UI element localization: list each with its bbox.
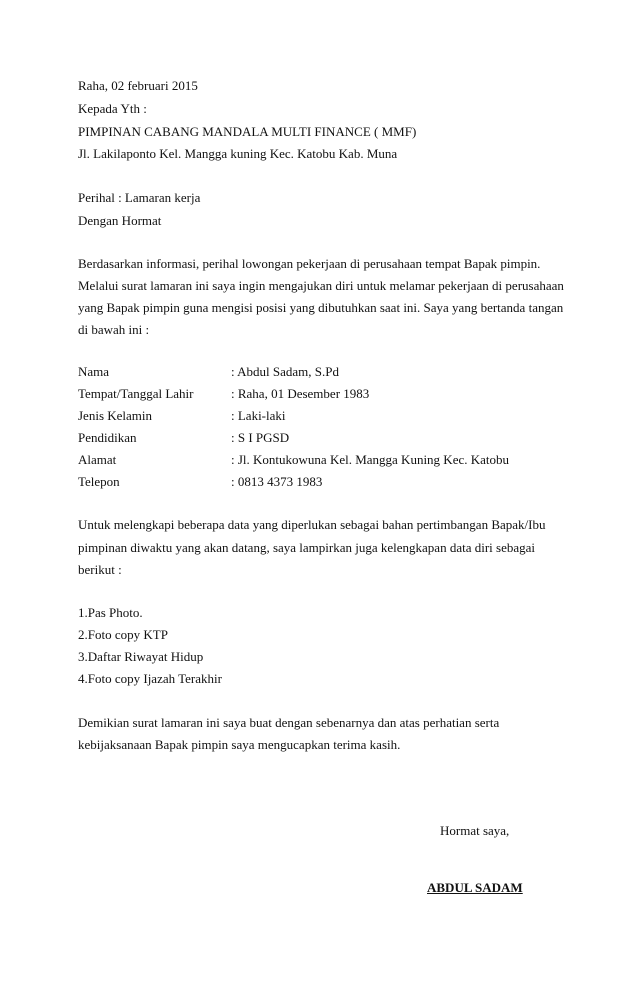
greeting: Dengan Hormat	[78, 213, 162, 228]
paragraph-line: Demikian surat lamaran ini saya buat dengan sebenarnya dan atas perhatian serta	[78, 715, 500, 730]
paragraph-line: Melalui surat lamaran ini saya ingin mengajukan diri untuk melamar pekerjaan di perusahaan	[78, 278, 564, 293]
field-value-ttl: : Raha, 01 Desember 1983	[231, 386, 370, 401]
field-label-ttl: Tempat/Tanggal Lahir	[78, 386, 194, 401]
field-value-nama: : Abdul Sadam, S.Pd	[231, 364, 339, 379]
place-date: Raha, 02 februari 2015	[78, 78, 198, 93]
paragraph-line: kebijaksanaan Bapak pimpin saya mengucapkan terima kasih.	[78, 737, 401, 752]
closing-salutation: Hormat saya,	[440, 823, 510, 838]
attachment-item: 3.Daftar Riwayat Hidup	[78, 649, 204, 664]
recipient-address: Jl. Lakilaponto Kel. Mangga kuning Kec. Katobu Kab. Muna	[78, 146, 398, 161]
subject-line: Perihal : Lamaran kerja	[78, 190, 201, 205]
field-value-telepon: : 0813 4373 1983	[231, 474, 323, 489]
field-value-alamat: : Jl. Kontukowuna Kel. Mangga Kuning Kec. Katobu	[231, 452, 510, 467]
attachment-item: 1.Pas Photo.	[78, 605, 143, 620]
attachment-item: 4.Foto copy Ijazah Terakhir	[78, 671, 222, 686]
signature-name: ABDUL SADAM	[427, 880, 523, 895]
field-label-jenis-kelamin: Jenis Kelamin	[78, 408, 153, 423]
paragraph-line: di bawah ini :	[78, 322, 150, 337]
attachment-item: 2.Foto copy KTP	[78, 627, 168, 642]
field-label-pendidikan: Pendidikan	[78, 430, 137, 445]
field-label-alamat: Alamat	[78, 452, 117, 467]
field-value-pendidikan: : S I PGSD	[231, 430, 290, 445]
paragraph-line: Berdasarkan informasi, perihal lowongan pekerjaan di perusahaan tempat Bapak pimpin.	[78, 256, 541, 271]
paragraph-line: pimpinan diwaktu yang akan datang, saya lampirkan juga kelengkapan data diri sebagai	[78, 540, 536, 555]
field-value-jenis-kelamin: : Laki-laki	[231, 408, 286, 423]
paragraph-line: yang Bapak pimpin guna mengisi posisi yang dibutuhkan saat ini. Saya yang bertanda tangan	[78, 300, 564, 315]
field-label-nama: Nama	[78, 364, 110, 379]
paragraph-line: berikut :	[78, 562, 122, 577]
field-label-telepon: Telepon	[78, 474, 120, 489]
to-line: Kepada Yth :	[78, 101, 147, 116]
recipient: PIMPINAN CABANG MANDALA MULTI FINANCE ( MMF)	[78, 124, 417, 139]
paragraph-line: Untuk melengkapi beberapa data yang diperlukan sebagai bahan pertimbangan Bapak/Ibu	[78, 517, 546, 532]
